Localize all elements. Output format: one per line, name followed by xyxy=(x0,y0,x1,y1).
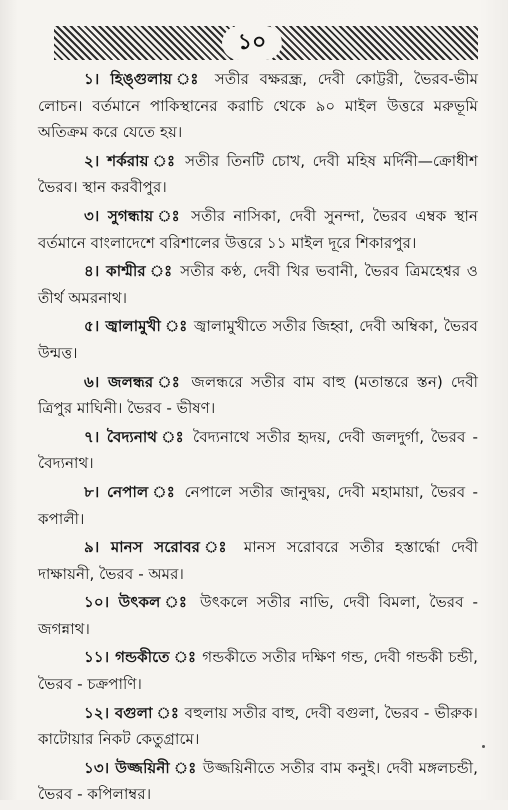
entry-6 xyxy=(38,369,478,422)
entry-title: ৩। সুগন্ধায় ঃ xyxy=(84,206,184,225)
entry-text: মানস সরোবরে সতীর হস্তার্দ্ধো দেবী দাক্ষায়নী, ভৈরব - অমর। xyxy=(38,538,478,583)
entry-text: বৈদ্যনাথে সতীর হৃদয়, দেবী জলদুর্গা, ভৈরব - বৈদ্যনাথ। xyxy=(38,427,479,473)
entry-1 xyxy=(38,66,478,146)
entry-title: ১৩। উজ্জয়িনী ঃ xyxy=(84,758,198,777)
entry-3 xyxy=(38,203,478,256)
entry-text: বহুলায় সতীর বাহু, দেবী বগুলা, ভৈরব - ভীরুক। কাটোয়ার নিকট কেতুগ্রামে। xyxy=(38,703,478,749)
entry-5 xyxy=(38,313,478,366)
entry-text: নেপালে সতীর জানুদ্বয়, দেবী মহামায়া, ভৈরব - কপালী। xyxy=(38,482,479,528)
entry-11 xyxy=(38,644,478,697)
entry-4 xyxy=(38,258,478,311)
entry-title: ৮। নেপাল ঃ xyxy=(84,482,178,501)
print-speck xyxy=(482,745,485,748)
entry-text: উৎকলে সতীর নাভি, দেবী বিমলা, ভৈরব - জগন্নাথ। xyxy=(38,593,478,638)
entry-title: ৬। জলন্ধর ঃ xyxy=(84,372,184,391)
page-number: ১০ xyxy=(237,29,267,55)
entry-title: ১। হিঙ্গুলায় ঃ xyxy=(84,70,205,88)
entry-13 xyxy=(38,755,478,808)
entry-title: ১১। গন্ডকীতে ঃ xyxy=(84,648,197,667)
entry-text: জলন্ধরে সতীর বাম বাহু (মতান্তরে স্তন) দেবী ত্রিপুর মাঘিনী। ভৈরব - ভীষণ। xyxy=(38,372,478,418)
entry-title: ৪। কাশ্মীর ঃ xyxy=(84,262,174,281)
entry-title: ১০। উৎকল ঃ xyxy=(84,593,192,612)
entry-title: ৭। বৈদ্যনাথ ঃ xyxy=(84,427,186,446)
entry-title: ২। শর্করায় ঃ xyxy=(84,151,178,170)
page-body xyxy=(38,66,478,810)
entry-title: ৫। জ্বালামুখী ঃ xyxy=(84,317,189,336)
entry-text: সতীর তিনটি চোখ, দেবী মহিষ মর্দিনী—ক্রোধীশ ভৈরব। স্থান করবীপুর। xyxy=(38,151,478,197)
entry-9 xyxy=(38,534,478,587)
page-number-badge xyxy=(222,26,282,60)
entry-text: উজ্জয়িনীতে সতীর বাম কনুই। দেবী মঙ্গলচন্ডী, ভৈরব - কপিলাম্বর। xyxy=(38,758,478,804)
entry-text: সতীর বক্ষরন্ধ্র, দেবী কোট্টরী, ভৈরব-ভীম লোচন। বর্তমানে পাকিস্থানের করাচি থেকে ৯০ মাইল উত্তরে মরুভূমি অতিক্রম করে যেতে হয়। xyxy=(38,70,478,142)
entry-8 xyxy=(38,479,478,532)
entry-text: সতীর নাসিকা, দেবী সুনন্দা, ভৈরব এম্বক স্থান বর্তমানে বাংলাদেশে বরিশালের উত্তরে ১১ মাইল দূরে শিকারপুর। xyxy=(38,206,478,252)
entry-text: সতীর কণ্ঠ, দেবী খির ভবানী, ভৈরব ত্রিমহেশ্বর ও তীর্থ অমরনাথ। xyxy=(38,262,478,307)
entry-2 xyxy=(38,148,478,201)
entry-title: ১২। বগুলা ঃ xyxy=(84,703,180,722)
entry-7 xyxy=(38,424,478,477)
entry-text: জ্বালামুখীতে সতীর জিহ্বা, দেবী অম্বিকা, ভৈরব উন্মত্ত। xyxy=(38,317,478,362)
entry-10 xyxy=(38,589,478,642)
entry-title: ৯। মানস সরোবর ঃ xyxy=(84,538,233,557)
entry-12 xyxy=(38,700,478,753)
entry-text: গন্ডকীতে সতীর দক্ষিণ গন্ড, দেবী গন্ডকী চন্ডী, ভৈরব - চক্রপাণি। xyxy=(38,648,478,694)
